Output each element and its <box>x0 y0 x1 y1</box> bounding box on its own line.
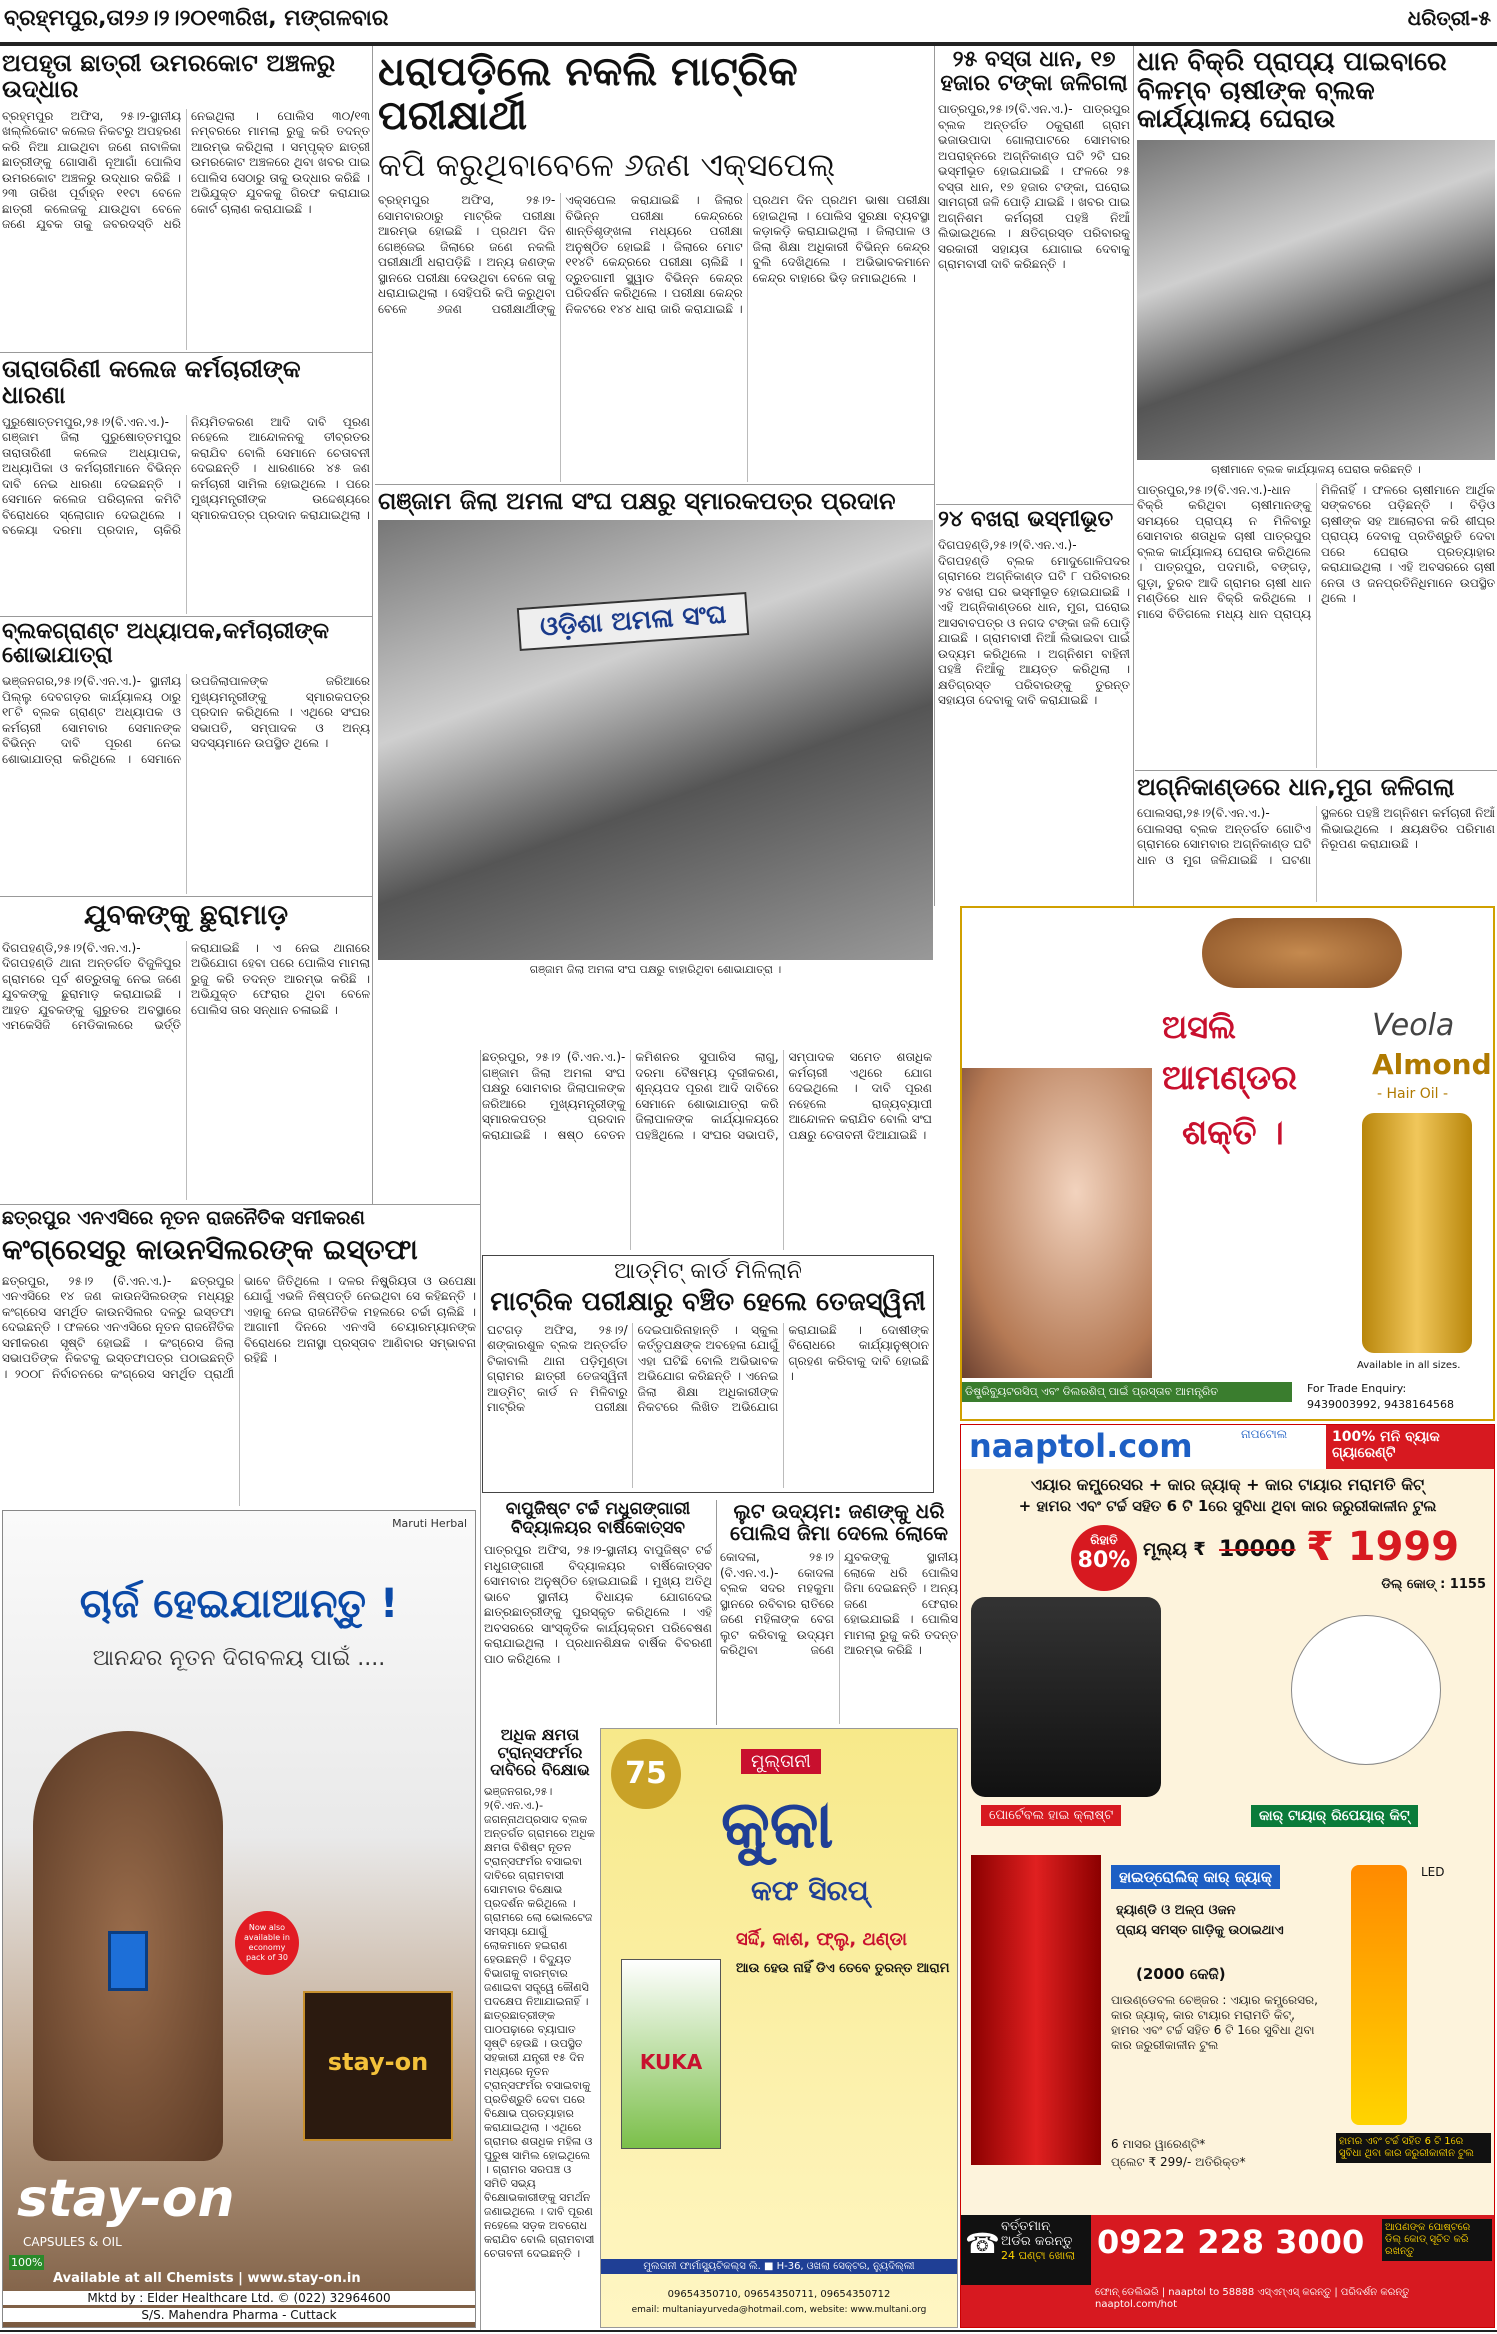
amala-body: ଛତ୍ରପୁର, ୨୫।୨ (ବି.ଏନ.ଏ.)- ଗଞ୍ଜାମ ଜିଲା ଅମଳା ସଂଘ ପକ୍ଷରୁ ସୋମବାର ଜିଲାପାଳଙ୍କ ଜରିଆରେ ମୁଖ୍ୟମନ୍ତ୍ରୀଙ୍କୁ ସ୍ମାରକପତ୍ର ପ୍ରଦାନ କରାଯାଇଛି । ଷଷ୍ଠ ବେତନ କମିଶନର ସୁପାରିସ ଲାଗୁ, ଦରମା ବୈଷମ୍ୟ ଦୂରୀକରଣ, ଶୂନ୍ୟପଦ ପୂରଣ ଆଦି ଦାବିରେ ସେମାନେ ଶୋଭାଯାତ୍ରା କରି ଜିଲାପାଳଙ୍କ କାର୍ଯ୍ୟାଳୟରେ ପହଞ୍ଚିଥିଲେ । ସଂଘର ସଭାପତି, ସମ୍ପାଦକ ସମେତ ଶତାଧିକ କର୍ମଚାରୀ ଏଥିରେ ଯୋଗ ଦେଇଥିଲେ । ଦାବି ପୂରଣ ନହେଲେ ରାଜ୍ୟବ୍ୟାପୀ ଆନ୍ଦୋଳନ କରାଯିବ ବୋଲି ସଂଘ ପକ୍ଷରୁ ଚେତାବନୀ ଦିଆଯାଇଛି । <box>482 1050 932 1142</box>
almonds-image <box>1202 918 1402 988</box>
repair-kit-image <box>1291 1615 1441 1765</box>
headline: ବ୍ଲକଗ୍ରାଣ୍ଟ ଅଧ୍ୟାପକ,କର୍ମଚାରୀଙ୍କ ଶୋଭାଯାତ୍ରା <box>2 620 330 669</box>
headline: କଂଗ୍ରେସରୁ କାଉନସିଲରଙ୍କ ଇସ୍ତଫା <box>2 1232 418 1266</box>
page-number: ଧରିତ୍ରୀ-୫ <box>1407 6 1491 30</box>
photo-caption: ଗଞ୍ଜାମ ଜିଲା ଅମଳା ସଂଘ ପକ୍ଷରୁ ବାହାରିଥିବା ଶୋଭାଯାତ୍ରା । <box>529 963 782 977</box>
headline: ୨୫ ବସ୍ତା ଧାନ, ୧୭ ହଜାର ଟଙ୍କା ଜଳିଗଲା <box>940 48 1128 97</box>
discount-badge: ରିହାତି 80% <box>1071 1525 1137 1591</box>
article-body: ବ୍ରହ୍ମପୁର ଅଫିସ, ୨୫।୨-ସ୍ଥାନୀୟ ଖଲ୍ଲିକୋଟ କଲେଜ ନିକଟରୁ ଅପହରଣ କରି ନିଆ ଯାଇଥିବା ଜଣେ ନାବାଳିକା ଛାତ୍ରୀଙ୍କୁ ଗୋସାଣି ନୂଆଗାଁ ପୋଲିସ ଉମରକୋଟ ଅଞ୍ଚଳରୁ ଉଦ୍ଧାର କରିଛି । ୨୩ ତାରିଖ ପୂର୍ବାହ୍ନ ୧୧ଟା ବେଳେ ଛାତ୍ରୀ କଲେଜକୁ ଯାଉଥିବା ବେଳେ ଜଣେ ଯୁବକ ତାକୁ ଜବରଦସ୍ତି ଧରି ନେଇଥିଲା । ପୋଲିସ ୩୦/୧୩ ନମ୍ବରରେ ମାମଲା ରୁଜୁ କରି ତଦନ୍ତ ଆରମ୍ଭ କରିଥିଲା । ସମ୍ପୃକ୍ତ ଛାତ୍ରୀ ଉମରକୋଟ ଅଞ୍ଚଳରେ ଥିବା ଖବର ପାଇ ପୋଲିସ ସେଠାରୁ ତାକୁ ଉଦ୍ଧାର କରିଛି । ଅଭିଯୁକ୍ତ ଯୁବକକୁ ଗିରଫ କରାଯାଇ କୋର୍ଟ ଚାଲାଣ କରାଯାଇଛି । <box>2 108 370 232</box>
marketed-by: Mktd by : Elder Healthcare Ltd. © (022) 32964600 <box>3 2291 475 2305</box>
brand-odia: ନାପଟୋଲ <box>1241 1427 1288 1441</box>
deal-code-note: ଆପଣଙ୍କ ପୋଷ୍ଟରେ ଡିଲ୍ କୋଡ୍ ସୂଚିତ କରି ରଖନ୍ତୁ <box>1382 2219 1492 2261</box>
ad-headline-2: ଆମଣ୍ଡର <box>1162 1058 1298 1098</box>
headline: ଧାନ ବିକ୍ରି ପ୍ରାପ୍ୟ ପାଇବାରେ ବିଳମ୍ବ ଚାଷୀଙ୍କ ବ୍ଲକ କାର୍ଯ୍ୟାଳୟ ଘେରାଉ <box>1137 48 1447 135</box>
headline: ଯୁବକଙ୍କୁ ଛୁରାମାଡ଼ <box>83 900 289 931</box>
article-transformer <box>484 1726 596 2328</box>
header-rule <box>0 42 1497 46</box>
photo-procession <box>378 520 933 960</box>
plate-note: ପ୍ଲେଟ ₹ 299/- ଅତିରିକ୍ତ* <box>1111 2155 1246 2169</box>
dealership-banner: ଡିଷ୍ଟ୍ରିବ୍ୟୁଟରସିପ୍ ଏବଂ ଡିଲରଶିପ୍ ପାଇଁ ପ୍ରସ୍ତାବ ଆମନ୍ତ୍ରିତ <box>962 1382 1292 1402</box>
brand-name: କୁକା <box>721 1786 834 1863</box>
article-body: ପାତ୍ରପୁର,୨୫।୨(ବି.ଏନ.ଏ.)-ଧାନ ବିକ୍ରି କରିଥିବା ଚାଷୀମାନଙ୍କୁ ସମୟରେ ପ୍ରାପ୍ୟ ନ ମିଳିବାରୁ ସୋମବାର ଶତାଧିକ ଚାଷୀ ପାତ୍ରପୁର ବ୍ଲକ କାର୍ଯ୍ୟାଳୟ ଘେରାଉ କରିଥିଲେ । ପାତ୍ରପୁର, ପଦମାରି, ବଙ୍ଗଡ଼, ଗୁଡ଼ା, ତୁରବ ଆଦି ଗ୍ରାମର ଚାଷୀ ଧାନ ମଣ୍ଡିରେ ଧାନ ବିକ୍ରି କରିଥିଲେ । ମାସେ ବିତିଗଲେ ମଧ୍ୟ ଧାନ ପ୍ରାପ୍ୟ ମିଳିନାହିଁ । ଫଳରେ ଚାଷୀମାନେ ଆର୍ଥିକ ସଙ୍କଟରେ ପଡ଼ିଛନ୍ତି । ବିଡ଼ିଓ ଚାଷୀଙ୍କ ସହ ଆଲୋଚନା କରି ଶୀଘ୍ର ପ୍ରାପ୍ୟ ଦେବାକୁ ପ୍ରତିଶ୍ରୁତି ଦେବା ପରେ ଘେରାଉ ପ୍ରତ୍ୟାହାର କରାଯାଇଥିଲା । ଏହି ଅବସରରେ ଚାଷୀ ନେତା ଓ ଜନପ୍ରତିନିଧିମାନେ ଉପସ୍ଥିତ ଥିଲେ । <box>1137 482 1495 621</box>
trade-phones: 9439003992, 9438164568 <box>1307 1398 1454 1411</box>
led-label: LED <box>1421 1865 1445 1879</box>
torch-image <box>1351 1865 1407 2125</box>
compressor-image <box>971 1597 1161 1797</box>
article-body: କୋଦଳା, ୨୫।୨ (ବି.ଏନ.ଏ.)- କୋଦଳା ବ୍ଲକ ସଦର ମହକୁମା ସ୍ଥାନରେ ରବିବାର ରାତିରେ ଜଣେ ମହିଳାଙ୍କ ବେଗ ଲୁଟ କରିବାକୁ ଉଦ୍ୟମ କରିଥିବା ଜଣେ ଯୁବକଙ୍କୁ ସ୍ଥାନୀୟ ଲୋକେ ଧରି ପୋଲିସ ଜିମା ଦେଇଛନ୍ତି । ଅନ୍ୟ ଜଣେ ଫେରାର ହୋଇଯାଇଛି । ପୋଲିସ ମାମଲା ରୁଜୁ କରି ତଦନ୍ତ ଆରମ୍ଭ କରିଛି । <box>720 1550 958 1657</box>
jack-title: ହାଇଡ୍ରୋଲିକ୍ କାର୍ ଜ୍ୟାକ୍ <box>1111 1865 1280 1889</box>
ad-header <box>961 1425 1495 1469</box>
sizes-note: Available in all sizes. <box>1357 1360 1461 1371</box>
article-stab <box>2 900 370 1200</box>
header-dateline: ବ୍ରହ୍ମପୁର,ତା୨୬।୨।୨୦୧୩ରିଖ, ମଙ୍ଗଳବାର <box>4 6 389 31</box>
phone-icon: ☎ <box>965 2227 1000 2260</box>
article-body: ଘଟଗଡ଼ ଅଫିସ, ୨୫।୨/ ଶଙ୍କାରଶୁଳ ବ୍ଲକ ଅନ୍ତର୍ଗତ ଟିକାବାଲି ଥାନା ପଡ଼ିମୁଣ୍ଡା ଗ୍ରାମର ଛାତ୍ରୀ ତେଜସ୍ୱିନୀ ଆଡ୍‌ମିଟ୍ କାର୍ଡ ନ ମିଳିବାରୁ ମାଟ୍ରିକ ପରୀକ୍ଷା ଦେଇପାରିନାହାନ୍ତି । ସ୍କୁଲ କର୍ତ୍ତୃପକ୍ଷଙ୍କ ଅବହେଳା ଯୋଗୁଁ ଏହା ଘଟିଛି ବୋଲି ଅଭିଭାବକ ଅଭିଯୋଗ କରିଛନ୍ତି । ଏନେଇ ଜିଲା ଶିକ୍ଷା ଅଧିକାରୀଙ୍କ ନିକଟରେ ଲିଖିତ ଅଭିଯୋଗ କରାଯାଇଛି । ଦୋଷୀଙ୍କ ବିରୋଧରେ କାର୍ଯ୍ୟାନୁଷ୍ଠାନ ଗ୍ରହଣ କରିବାକୁ ଦାବି ହୋଇଛି । <box>487 1322 929 1415</box>
article-amala <box>378 488 933 1044</box>
product-box: KUKA <box>621 1959 721 2149</box>
page-header <box>0 0 1497 42</box>
bottle <box>1362 1113 1472 1353</box>
article-blockgrant <box>2 620 370 894</box>
ad-headline-1: ଅସଲି <box>1162 1008 1236 1046</box>
offer-line-1: ଏୟାର କମ୍ପ୍ରେସର + କାର ଜ୍ୟାକ୍ + କାର ଟାୟାର ମରାମତି କିଟ୍ <box>1030 1475 1425 1494</box>
headline: ଅଧିକ କ୍ଷମତା ଟ୍ରାନ୍ସଫର୍ମର ଦାବିରେ ବିକ୍ଷୋଭ <box>490 1726 590 1780</box>
article-chatrapur <box>2 1208 476 1506</box>
battery-icon <box>108 1931 148 1991</box>
brand-logo: naaptol.com <box>969 1427 1193 1465</box>
money-back: 100% ମନି ବ୍ୟାକ ଗ୍ୟାରେଣ୍ଟି <box>1326 1425 1495 1469</box>
subheadline: କପି କରୁଥିବାବେଳେ ୬ଜଣ ଏକ୍ସପେଲ୍ <box>378 146 836 184</box>
maker-tag: Maruti Herbal <box>392 1517 467 1530</box>
anniversary-badge: 75 <box>611 1739 681 1809</box>
sms-line: ଫୋନ୍ ଡେଲିଭରି | naaptol to 58888 ଏସ୍‌ଏମ୍‌ଏସ୍ କରନ୍ତୁ | ପରିଦର୍ଶନ କରନ୍ତୁ naaptol.com/hot <box>1095 2287 1410 2310</box>
photo-caption: ଚାଷୀମାନେ ବ୍ଲକ କାର୍ଯ୍ୟାଳୟ ଘେରାଉ କରିଛନ୍ତି । <box>1211 462 1421 476</box>
quality-badge: 100% <box>11 2256 43 2269</box>
order-bar <box>961 2215 1495 2327</box>
jack-image <box>971 1855 1101 2165</box>
footer-rule <box>0 2330 1497 2332</box>
ad-kuka[interactable] <box>600 1728 958 2328</box>
jack-feature: ପ୍ରାୟ ସମସ୍ତ ଗାଡ଼ିକୁ ଉଠାଇଥାଏ <box>1116 1923 1284 1938</box>
combo-description: ପାଉଣ୍ଡେବଲ ଚେଞ୍ଜର : ଏୟାର କମ୍ପ୍ରେସର, କାର ଜ୍ୟାକ୍, କାର ଟାୟାର ମରାମତି କିଟ୍, ହାମର ଏବଂ ଟର୍ଚ୍ଚ ସହିତ 6 ଟି 1ରେ ସୁବିଧା ଥିବା କାର ଜରୁରୀକାଳୀନ ଟୁଲ <box>1111 1993 1318 2052</box>
headline: ୨୪ ବଖରା ଭସ୍ମୀଭୂତ <box>938 508 1114 532</box>
headline: ଅପହୃତା ଛାତ୍ରୀ ଉମରକୋଟ ଅଞ୍ଚଳରୁ ଉଦ୍ଧାର <box>2 50 336 104</box>
product-name: Almond <box>1372 1048 1492 1081</box>
article-tara <box>2 356 370 614</box>
article-body: ବ୍ରହ୍ମପୁର ଅଫିସ, ୨୫।୨- ସୋମବାରଠାରୁ ମାଟ୍ରିକ ପରୀକ୍ଷା ଆରମ୍ଭ ହୋଇଛି । ପ୍ରଥମ ଦିନ ଗେଞ୍ଜେଇ ଜିଲାରେ ଜଣେ ନକଲି ପରୀକ୍ଷାର୍ଥୀ ଧରାପଡ଼ିଛି । ଅନ୍ୟ ଜଣଙ୍କ ସ୍ଥାନରେ ପରୀକ୍ଷା ଦେଉଥିବା ବେଳେ ତାକୁ ଧରାଯାଇଥିଲା । ସେହିପରି କପି କରୁଥିବା ବେଳେ ୬ଜଣ ପରୀକ୍ଷାର୍ଥୀଙ୍କୁ ଏକ୍ସପେଲ କରାଯାଇଛି । ଜିଲାର ବିଭିନ୍ନ ପରୀକ୍ଷା କେନ୍ଦ୍ରରେ ଶାନ୍ତିଶୃଙ୍ଖଳା ମଧ୍ୟରେ ପରୀକ୍ଷା ଅନୁଷ୍ଠିତ ହୋଇଛି । ଜିଲାରେ ମୋଟ ୧୧୪ଟି କେନ୍ଦ୍ରରେ ପରୀକ୍ଷା ଚାଲିଛି । ଦ୍ରୁତଗାମୀ ସ୍କ୍ୱାଡ ବିଭିନ୍ନ କେନ୍ଦ୍ର ପରିଦର୍ଶନ କରିଥିଲେ । ପରୀକ୍ଷା କେନ୍ଦ୍ର ନିକଟରେ ୧୪୪ ଧାରା ଜାରି କରାଯାଇଛି । ପ୍ରଥମ ଦିନ ପ୍ରଥମ ଭାଷା ପରୀକ୍ଷା ହୋଇଥିଲା । ପୋଲିସ ସୁରକ୍ଷା ବ୍ୟବସ୍ଥା କଡ଼ାକଡ଼ି କରାଯାଇଥିଲା । ଜିଲାପାଳ ଓ ଜିଲା ଶିକ୍ଷା ଅଧିକାରୀ ବିଭିନ୍ନ କେନ୍ଦ୍ର ବୁଲି ଦେଖିଥିଲେ । ଅଭିଭାବକମାନେ କେନ୍ଦ୍ର ବାହାରେ ଭିଡ଼ ଜମାଇଥିଲେ । <box>378 193 930 316</box>
headline: ତାରାତାରିଣୀ କଲେଜ କର୍ମଚାରୀଙ୍କ ଧାରଣା <box>2 356 301 410</box>
ad-veola[interactable] <box>960 906 1495 1421</box>
article-fake-exam <box>378 50 930 482</box>
article-bapuji <box>484 1500 712 1722</box>
article-agni <box>1137 774 1495 902</box>
product-box: stay-on <box>303 1991 453 2141</box>
photo-banner: ଓଡ଼ିଶା ଅମଳା ସଂଘ <box>517 592 750 651</box>
mrp-label: ମୂଲ୍ୟ ₹ <box>1143 1539 1206 1560</box>
headline: ଅଗ୍ନିକାଣ୍ଡରେ ଧାନ,ମୁଗ ଜଳିଗଲା <box>1137 774 1455 801</box>
warranty-note: 6 ମାସର ୱାରେଣ୍ଟି* <box>1111 2137 1206 2151</box>
distributor: S/S. Mahendra Pharma - Cuttack <box>3 2308 475 2322</box>
article-body: ପାତ୍ରପୁର ଅଫିସ, ୨୫।୨-ସ୍ଥାନୀୟ ବାପୁଜିଷ୍ଟ ଟର୍ଚ୍ଚ ମଧୁଗଙ୍ଗାରୀ ବିଦ୍ୟାଳୟର ବାର୍ଷିକୋତ୍ସବ ସୋମବାର ଅନୁଷ୍ଠିତ ହୋଇଯାଇଛି । ମୁଖ୍ୟ ଅତିଥି ଭାବେ ସ୍ଥାନୀୟ ବିଧାୟକ ଯୋଗଦେଇ ଛାତ୍ରଛାତ୍ରୀଙ୍କୁ ପୁରସ୍କୃତ କରିଥିଲେ । ଏହି ଅବସରରେ ସାଂସ୍କୃତିକ କାର୍ଯ୍ୟକ୍ରମ ପରିବେଷଣ କରାଯାଇଥିଲା । ପ୍ରଧାନଶିକ୍ଷକ ବାର୍ଷିକ ବିବରଣୀ ପାଠ କରିଥିଲେ । <box>484 1543 712 1666</box>
trade-label: For Trade Enquiry: <box>1307 1382 1407 1395</box>
product-type: - Hair Oil - <box>1377 1086 1449 1102</box>
headline: ଲୁଟ ଉଦ୍ୟମ: ଜଣଙ୍କୁ ଧରି ପୋଲିସ ଜିମା ଦେଲେ ଲୋକେ <box>730 1500 948 1545</box>
footer-company: ମୁଲତାନୀ ଫାର୍ମାସ୍ୟୁଟିକଲ୍ସ ଲି. ■ H-36, ଓଖଲା ସେକ୍ଟର, ନ୍ୟୁଦିଲ୍ଲୀ <box>601 2259 957 2274</box>
article-abducted <box>2 50 370 350</box>
symptoms: ସର୍ଦ୍ଦି, କାଶ, ଫ୍ଲୁ, ଥଣ୍ଡା <box>736 1929 907 1950</box>
ad-headline: ଚାର୍ଜ ହେଇଯାଆନ୍ତୁ ! <box>79 1581 399 1627</box>
ad-stayon[interactable] <box>2 1510 476 2328</box>
availability: Available at all Chemists | www.stay-on.in <box>53 2271 361 2286</box>
brand-logo: stay-on <box>17 2169 235 2229</box>
article-body: ପୁରୁଷୋତ୍ତମପୁର,୨୫।୨(ବି.ଏନ.ଏ.)- ଗଞ୍ଜାମ ଜିଲା ପୁରୁଷୋତ୍ତମପୁର ତାରାତାରିଣୀ କଲେଜ ଅଧ୍ୟାପକ, ଅଧ୍ୟାପିକା ଓ କର୍ମଚାରୀମାନେ ବିଭିନ୍ନ ଦାବି ନେଇ ଧାରଣା ଦେଇଛନ୍ତି । ସେମାନେ କଲେଜ ପରିଚାଳନା କମିଟି ବିରୋଧରେ ସ୍ଲୋଗାନ ଦେଇଥିଲେ । ବକେୟା ଦରମା ପ୍ରଦାନ, ଚାକିରି ନିୟମିତକରଣ ଆଦି ଦାବି ପୂରଣ ନହେଲେ ଆନ୍ଦୋଳନକୁ ତୀବ୍ରତର କରାଯିବ ବୋଲି ସେମାନେ ଚେତାବନୀ ଦେଇଛନ୍ତି । ଧାରଣାରେ ୪୫ ଜଣ କର୍ମଚାରୀ ସାମିଲ ହୋଇଥିଲେ । ପରେ ମୁଖ୍ୟମନ୍ତ୍ରୀଙ୍କ ଉଦ୍ଦେଶ୍ୟରେ ସ୍ମାରକପତ୍ର ପ୍ରଦାନ କରାଯାଇଥିଲା । <box>2 414 370 538</box>
headline: ବାପୁଜିଷ୍ଟ ଟର୍ଚ୍ଚ ମଧୁଗଙ୍ଗାରୀ ବିଦ୍ୟାଳୟର ବାର୍ଷିକୋତ୍ସବ <box>505 1500 691 1538</box>
order-phone[interactable]: 0922 228 3000 <box>1097 2223 1365 2261</box>
offer-line-2: + ହାମର ଏବଂ ଟର୍ଚ୍ଚ ସହିତ 6 ଟି 1ରେ ସୁବିଧା ଥିବା କାର ଜରୁରୀକାଳୀନ ଟୁଲ <box>1018 1497 1437 1515</box>
article-admit <box>482 1255 934 1493</box>
article-body: ଭଞ୍ଜନଗର,୨୫।୨(ବି.ଏନ.ଏ.)- ଜଗନ୍ନାଥପ୍ରସାଦ ବ୍ଲକ ଅନ୍ତର୍ଗତ ଗ୍ରାମରେ ଅଧିକ କ୍ଷମତା ବିଶିଷ୍ଟ ନୂତନ ଟ୍ରାନ୍ସଫର୍ମର ବସାଇବା ଦାବିରେ ଗ୍ରାମବାସୀ ସୋମବାର ବିକ୍ଷୋଭ ପ୍ରଦର୍ଶନ କରିଥିଲେ । ଗ୍ରାମରେ ଲୋ ଭୋଲଟେଜ ସମସ୍ୟା ଯୋଗୁଁ ଲୋକମାନେ ହଇରାଣ ହେଉଛନ୍ତି । ବିଦ୍ୟୁତ ବିଭାଗକୁ ବାରମ୍ବାର ଜଣାଇବା ସତ୍ତ୍ୱେ କୌଣସି ପଦକ୍ଷେପ ନିଆଯାଇନାହିଁ । ଛାତ୍ରଛାତ୍ରୀଙ୍କ ପାଠପଢ଼ାରେ ବ୍ୟାଘାତ ସୃଷ୍ଟି ହେଉଛି । ଉପସ୍ଥିତ ସହକାରୀ ଯନ୍ତ୍ରୀ ୧୫ ଦିନ ମଧ୍ୟରେ ନୂତନ ଟ୍ରାନ୍ସଫର୍ମର ବସାଇବାକୁ ପ୍ରତିଶ୍ରୁତି ଦେବା ପରେ ବିକ୍ଷୋଭ ପ୍ରତ୍ୟାହାର କରାଯାଇଥିଲା । ଏଥିରେ ଗ୍ରାମର ଶତାଧିକ ମହିଳା ଓ ପୁରୁଷ ସାମିଲ ହୋଇଥିଲେ । ଗ୍ରାମର ସରପଞ୍ଚ ଓ ସମିତି ସଭ୍ୟ ବିକ୍ଷୋଭକାରୀଙ୍କୁ ସମର୍ଥନ ଜଣାଇଥିଲେ । ଦାବି ପୂରଣ ନହେଲେ ସଡ଼କ ଅବରୋଧ କରାଯିବ ବୋଲି ଗ୍ରାମବାସୀ ଚେତାବନୀ ଦେଇଛନ୍ତି । <box>484 1784 595 2260</box>
model-photo <box>962 1068 1152 1378</box>
article-loot <box>720 1500 958 1724</box>
torch-caption: ହାମର ଏବଂ ଟର୍ଚ୍ଚ ସହିତ 6 ଟି 1ରେ ସୁବିଧା ଥିବା କାର ଜରୁରୀକାଳୀନ ଟୁଲ <box>1336 2133 1491 2163</box>
ad-naaptol[interactable] <box>960 1424 1495 2328</box>
article-body: ଭଞ୍ଜନଗର,୨୫।୨(ବି.ଏନ.ଏ.)- ସ୍ଥାନୀୟ ପିଲ୍ଲୁ ଦେବଗଡ଼ର କାର୍ଯ୍ୟାଳୟ ଠାରୁ ୧୮ଟି ବ୍ଲକ ଗ୍ରାଣ୍ଟ ଅଧ୍ୟାପକ ଓ କର୍ମଚାରୀ ସୋମବାର ସେମାନଙ୍କ ବିଭିନ୍ନ ଦାବି ପୂରଣ ନେଇ ଶୋଭାଯାତ୍ରା କରିଥିଲେ । ସେମାନେ ଉପଜିଲାପାଳଙ୍କ ଜରିଆରେ ମୁଖ୍ୟମନ୍ତ୍ରୀଙ୍କୁ ସ୍ମାରକପତ୍ର ପ୍ରଦାନ କରିଥିଲେ । ଏଥିରେ ସଂଘର ସଭାପତି, ସମ୍ପାଦକ ଓ ଅନ୍ୟ ସଦସ୍ୟମାନେ ଉପସ୍ଥିତ ଥିଲେ । <box>2 674 370 766</box>
product-name: କଫ ସିରପ୍ <box>751 1874 869 1907</box>
footer-phone: 09654350710, 09654350711, 09654350712 <box>667 2289 891 2300</box>
jack-capacity: (2000 କେଜି) <box>1136 1965 1226 1983</box>
jack-feature: ହ୍ୟାଣ୍ଡି ଓ ଅଳ୍ପ ଓଜନ <box>1116 1903 1236 1918</box>
kicker: ଛତ୍ରପୁର ଏନଏସିରେ ନୂତନ ରାଜନୈତିକ ସମୀକରଣ <box>2 1208 365 1229</box>
article-body: ଛତ୍ରପୁର, ୨୫।୨ (ବି.ଏନ.ଏ.)- ଛତ୍ରପୁର ଏନଏସିରେ ୧୪ ଜଣ କାଉନସିଲରଙ୍କ ମଧ୍ୟରୁ କଂଗ୍ରେସ ସମର୍ଥିତ କାଉନସିଲର ଦଳରୁ ଇସ୍ତଫା ଦେଇଛନ୍ତି । ଫଳରେ ଏନଏସିରେ ନୂତନ ରାଜନୈତିକ ସମୀକରଣ ସୃଷ୍ଟି ହୋଇଛି । କଂଗ୍ରେସ ଜିଲା ସଭାପତିଙ୍କ ନିକଟକୁ ଇସ୍ତଫାପତ୍ର ପଠାଇଛନ୍ତି । ୨୦୦୮ ନିର୍ବାଚନରେ କଂଗ୍ରେସ ସମର୍ଥିତ ପ୍ରାର୍ଥୀ ଭାବେ ଜିତିଥିଲେ । ଦଳର ନିଷ୍କ୍ରିୟତା ଓ ଉପେକ୍ଷା ଯୋଗୁଁ ଏଭଳି ନିଷ୍ପତ୍ତି ନେଇଥିବା ସେ କହିଛନ୍ତି । ଏହାକୁ ନେଇ ରାଜନୈତିକ ମହଲରେ ଚର୍ଚ୍ଚା ଚାଲିଛି । ଆଗାମୀ ଦିନରେ ଏନଏସି ଚେୟାରମ୍ୟାନଙ୍କ ବିରୋଧରେ ଅନାସ୍ଥା ପ୍ରସ୍ତାବ ଆଣିବାର ସମ୍ଭାବନା ରହିଛି । <box>2 1273 476 1381</box>
tagline: ଆଉ ହେଉ ନାହିଁ ଡିଏ ତେବେ ତୁରନ୍ତ ଆରାମ <box>736 1961 950 1976</box>
article-house-fire <box>938 508 1130 903</box>
headline: ମାଟ୍ରିକ ପରୀକ୍ଷାରୁ ବଞ୍ଚିତ ହେଲେ ତେଜସ୍ୱିନୀ <box>490 1287 926 1318</box>
article-body: ପାତ୍ରପୁର,୨୫।୨(ବି.ଏନ.ଏ.)- ପାତ୍ରପୁର ବ୍ଲକ ଅନ୍ତର୍ଗତ ଠକୁରାଣୀ ଗ୍ରାମ ଭଜାଉପାଦା ଗୋଲାପାଟରେ ସୋମବାର ଅପରାହ୍ନରେ ଅଗ୍ନିକାଣ୍ଡ ଘଟି ୨ଟି ଘର ଭସ୍ମୀଭୂତ ହୋଇଯାଇଛି । ଫଳରେ ୨୫ ବସ୍ତା ଧାନ, ୧୭ ହଜାର ଟଙ୍କା, ଘରୋଇ ସାମଗ୍ରୀ ଜଳି ପୋଡ଼ି ଯାଇଛି । ଖବର ପାଇ ଅଗ୍ନିଶମ କର୍ମଚାରୀ ପହଞ୍ଚି ନିଆଁ ଲିଭାଇଥିଲେ । କ୍ଷତିଗ୍ରସ୍ତ ପରିବାରକୁ ସରକାରୀ ସହାୟତା ଯୋଗାଇ ଦେବାକୁ ଗ୍ରାମବାସୀ ଦାବି କରିଛନ୍ତି । <box>938 102 1130 272</box>
kicker: ଆଡ୍‌ମିଟ୍ କାର୍ଡ ମିଳିଲାନି <box>614 1259 802 1284</box>
article-body: ପୋଲସରା,୨୫।୨(ବି.ଏନ.ଏ.)- ପୋଲସରା ବ୍ଲକ ଅନ୍ତର୍ଗତ ଗୋଟିଏ ଗ୍ରାମରେ ସୋମବାର ଅଗ୍ନିକାଣ୍ଡ ଘଟି ଧାନ ଓ ମୁଗ ଜଳିଯାଇଛି । ଘଟଣା ସ୍ଥଳରେ ପହଞ୍ଚି ଅଗ୍ନିଶମ କର୍ମଚାରୀ ନିଆଁ ଲିଭାଇଥିଲେ । କ୍ଷୟକ୍ଷତିର ପରିମାଣ ନିରୂପଣ କରାଯାଉଛି । <box>1137 806 1495 867</box>
pack-badge: Now also available in economy pack of 30 <box>235 1911 299 1975</box>
deal-code: ଡିଲ୍ କୋଡ୍ : 1155 <box>1381 1577 1486 1592</box>
mrp-value: 10000 <box>1219 1537 1296 1562</box>
kit-label: କାର୍ ଟାୟାର୍ ରିପେୟାର୍ କିଟ୍ <box>1251 1805 1418 1827</box>
offer-price: ₹ 1999 <box>1306 1524 1460 1570</box>
ad-subhead: ଆନନ୍ଦର ନୂତନ ଦିଗବଳୟ ପାଇଁ .... <box>92 1646 386 1671</box>
brand-logo: Veola <box>1372 1008 1455 1043</box>
article-body: ଦିଗପହଣ୍ଡି,୨୫।୨(ବି.ଏନ.ଏ.)- ଦିଗପହଣ୍ଡି ଥାନା ଅନ୍ତର୍ଗତ ବିଜୁଳିପୁର ଗ୍ରାମରେ ପୂର୍ବ ଶତ୍ରୁତାକୁ ନେଇ ଜଣେ ଯୁବକଙ୍କୁ ଛୁରାମାଡ଼ କରାଯାଇଛି । ଆହତ ଯୁବକଙ୍କୁ ଗୁରୁତର ଅବସ୍ଥାରେ ଏମକେସିଜି ମେଡିକାଲରେ ଭର୍ତ୍ତି କରାଯାଇଛି । ଏ ନେଇ ଥାନାରେ ଅଭିଯୋଗ ହେବା ପରେ ପୋଲିସ ମାମଲା ରୁଜୁ କରି ତଦନ୍ତ ଆରମ୍ଭ କରିଛି । ଅଭିଯୁକ୍ତ ଫେରାର ଥିବା ବେଳେ ପୋଲିସ ତାର ସନ୍ଧାନ ଚଳାଇଛି । <box>2 940 370 1033</box>
headline: ଧରାପଡ଼ିଲେ ନକଲି ମାଟ୍ରିକ ପରୀକ୍ଷାର୍ଥୀ <box>378 50 798 139</box>
order-box: ☎ ବର୍ତ୍ତମାନ୍ ଅର୍ଡର କରନ୍ତୁ 24 ଘଣ୍ଟା ଖୋଲା <box>961 2215 1091 2285</box>
ad-headline-3: ଶକ୍ତି । <box>1182 1113 1284 1153</box>
brand-tagline: CAPSULES & OIL <box>23 2235 122 2249</box>
article-body: ଦିଗପହଣ୍ଡି,୨୫।୨(ବି.ଏନ.ଏ.)- ଦିଗପହଣ୍ଡି ବ୍ଲକ ମୋଦୁଗୋଳିପଦର ଗ୍ରାମରେ ଅଗ୍ନିକାଣ୍ଡ ଘଟି ୮ ପରିବାରର ୨୪ ବଖରା ଘର ଭସ୍ମୀଭୂତ ହୋଇଯାଇଛି । ଏହି ଅଗ୍ନିକାଣ୍ଡରେ ଧାନ, ମୁଗ, ଘରୋଇ ଆସବାବପତ୍ର ଓ ନଗଦ ଟଙ୍କା ଜଳି ପୋଡ଼ି ଯାଇଛି । ଗ୍ରାମବାସୀ ନିଆଁ ଲିଭାଇବା ପାଇଁ ଉଦ୍ୟମ କରିଥିଲେ । ଅଗ୍ନିଶମ ବାହିନୀ ପହଞ୍ଚି ନିଆଁକୁ ଆୟତ୍ତ କରିଥିଲା । କ୍ଷତିଗ୍ରସ୍ତ ପରିବାରଙ୍କୁ ତୁରନ୍ତ ସହାୟତା ଦେବାକୁ ଦାବି କରାଯାଇଛି । <box>938 538 1130 708</box>
portable-label: ପୋର୍ଟେବଲ ହାଇ କ୍ଲାଷ୍ଟ <box>981 1805 1121 1826</box>
headline: ଗଞ୍ଜାମ ଜିଲା ଅମଳା ସଂଘ ପକ୍ଷରୁ ସ୍ମାରକପତ୍ର ପ୍ରଦାନ <box>378 488 896 515</box>
article-gherao <box>1137 48 1495 768</box>
photo-farmers-gherao <box>1137 140 1495 460</box>
footer-email: email: multaniayurveda@hotmail.com, website: www.multani.org <box>631 2305 927 2315</box>
article-paddy-burn <box>938 48 1130 503</box>
maker-name: ମୁଲ୍ତାନୀ <box>741 1749 821 1774</box>
